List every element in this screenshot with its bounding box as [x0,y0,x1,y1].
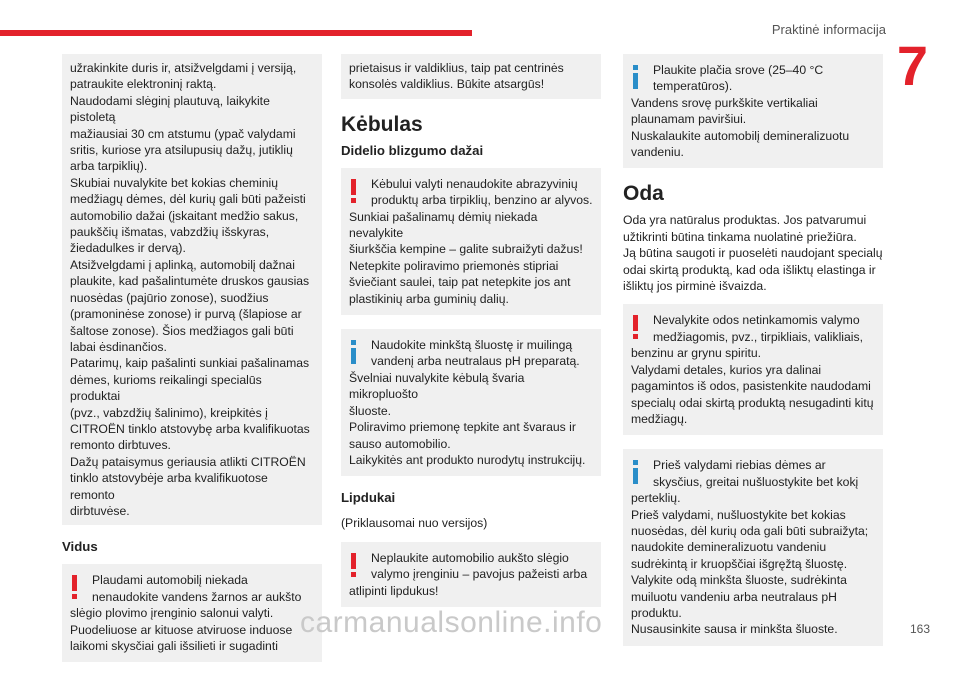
heading-kebulas: Kėbulas [341,112,423,136]
stickers-warning-body: atlipinti lipdukus! [349,583,439,598]
info-icon [631,65,641,89]
header-accent-bar [0,30,472,36]
chapter-number: 7 [896,34,928,97]
heading-oda: Oda [623,182,664,206]
subheading-high-gloss: Didelio blizgumo dažai [341,142,484,158]
leather-warning-note [623,304,883,435]
leather-info-note [623,449,883,645]
warning-icon [349,553,359,577]
section-title: Praktinė informacija [771,22,886,37]
body-warning-body: Sunkiai pašalinamų dėmių niekada nevalykite šiurkščia kempine – galite subraižyti dažus! Netepkite poliravimo priemonės stipriai šviečiant saulei, taip pat netepkite jos ant plastikinių arba guminių dalių. [349,209,583,306]
rinse-info-note [623,54,883,168]
interior-warning-body: slėgio plovimo įrenginio salonui valyti. Puodeliuose ar kituose atviruose induose laikomi skysčiai gali išsilieti ir sugadinti [70,606,293,653]
exterior-wash-text: užrakinkite duris ir, atsižvelgdami į versiją, patraukite elektroninį raktą. Naudodami slėginį plautuvą, laikykite pistoletą mažiausiai 30 cm atstumu (ypač valydami sritis, kuriose yra atsilupusių dažų, jutiklių arba tarpiklių). Skubiai nuvalykite bet kokias cheminių medžiagų dėmes, dėl kurių gali būti pažeisti automobilio dažai (įskaitant medžio sakus, paukščių išmatas, vabzdžių išskyras, žiedadulkes ir dervą). Atsižvelgdami į aplinką, automobilį dažnai plaukite, kad pašalintumėte druskos gausias nuosėdas (pajūrio zonose), suodžius (pramoninėse zonose) ir purvą (šlapiose ar šaltose zonose). Šios medžiagos gali būti labai ėsdinančios. Patarimų, kaip pašalinti sunkiai pašalinamas dėmes, kurioms reikalingi specialūs produktai (pvz., vabzdžių šalinimo), kreipkitės į CITROËN tinklo atstovybę arba kvalifikuotas remonto dirbtuves. Dažų pataisymus geriausia atlikti CITROËN tinklo atstovybėje arba kvalifikuotose remonto dirbtuvėse. [70,61,310,518]
body-info-body: Švelniai nuvalykite kėbulą švaria mikropluošto šluoste. Poliravimo priemonę tepkite ant švaraus ir sauso automobilio. Laikykitės ant produkto nurodytų instrukcijų. [349,370,586,467]
stickers-warning-note [341,542,601,607]
info-icon [349,340,359,364]
column-3 [623,54,883,660]
column-1 [62,54,322,676]
heading-vidus: Vidus [62,539,98,555]
watermark: carmanualsonline.info [300,606,603,639]
info-icon [631,460,641,484]
interior-continued-text: prietaisus ir valdiklius, taip pat centrinės konsolės valdiklius. Būkite atsargūs! [349,61,564,92]
leather-warning-lead: Nevalykite odos netinkamomis valymo medžiagomis, pvz., tirpikliais, valikliais, [653,313,863,344]
interior-warning-lead: Plaudami automobilį niekada nenaudokite vandens žarnos ar aukšto [92,573,302,604]
stickers-text: (Priklausomai nuo versijos) [341,516,488,531]
leather-info-lead: Prieš valydami riebias dėmes ar skysčius, greitai nušluostykite bet kokį [653,458,859,489]
page-number: 163 [909,622,930,636]
warning-icon [349,179,359,203]
warning-icon [70,575,80,599]
warning-icon [631,315,641,339]
rinse-info-lead: Plaukite plačia srove (25–40 °C temperatūros). [653,63,824,94]
interior-continued-box [341,54,601,99]
leather-text: Oda yra natūralus produktas. Jos patvarumui užtikrinti būtina tinkama nuolatinė priežiūra. Ją būtina saugoti ir puoselėti naudojant specialų odai skirtą produktą, kad oda išliktų elastinga ir išliktų jos pirminė išvaizda. [623,213,883,294]
interior-warning-note [62,564,322,662]
leather-info-body: perteklių. Prieš valydami, nušluostykite bet kokias nuosėdas, dėl kurių oda gali būti subraižyta; naudokite demineralizuotu vandeniu sudrėkintą ir kruopščiai išgręžtą šluostę. Valykite odą minkšta šluoste, sudrėkinta muiluotu vandeniu arba neutralaus pH produktu. Nusausinkite sausa ir minkšta šluoste. [631,491,869,637]
body-info-note [341,329,601,476]
body-warning-lead: Kėbului valyti nenaudokite abrazyvinių produktų arba tirpiklių, benzino ar alyvos. [371,176,593,208]
exterior-wash-box [62,54,322,525]
body-warning-note [341,168,601,315]
body-info-lead: Naudokite minkštą šluostę ir muilingą vandenį arba neutralaus pH preparatą. [371,338,580,369]
column-2 [341,54,601,621]
leather-warning-body: benzinu ar grynu spiritu. Valydami detales, kurios yra dalinai pagamintos iš odos, pasistenkite naudodami specialų odai skirtą produktą nesugadinti kitų medžiagų. [631,346,874,426]
stickers-warning-lead: Neplaukite automobilio aukšto slėgio valymo įrenginiu – pavojus pažeisti arba [371,550,588,582]
rinse-info-body: Vandens srovę purkškite vertikaliai plaunamam paviršiui. Nuskalaukite automobilį demineralizuotu vandeniu. [631,95,850,160]
subheading-stickers: Lipdukai [341,490,396,506]
